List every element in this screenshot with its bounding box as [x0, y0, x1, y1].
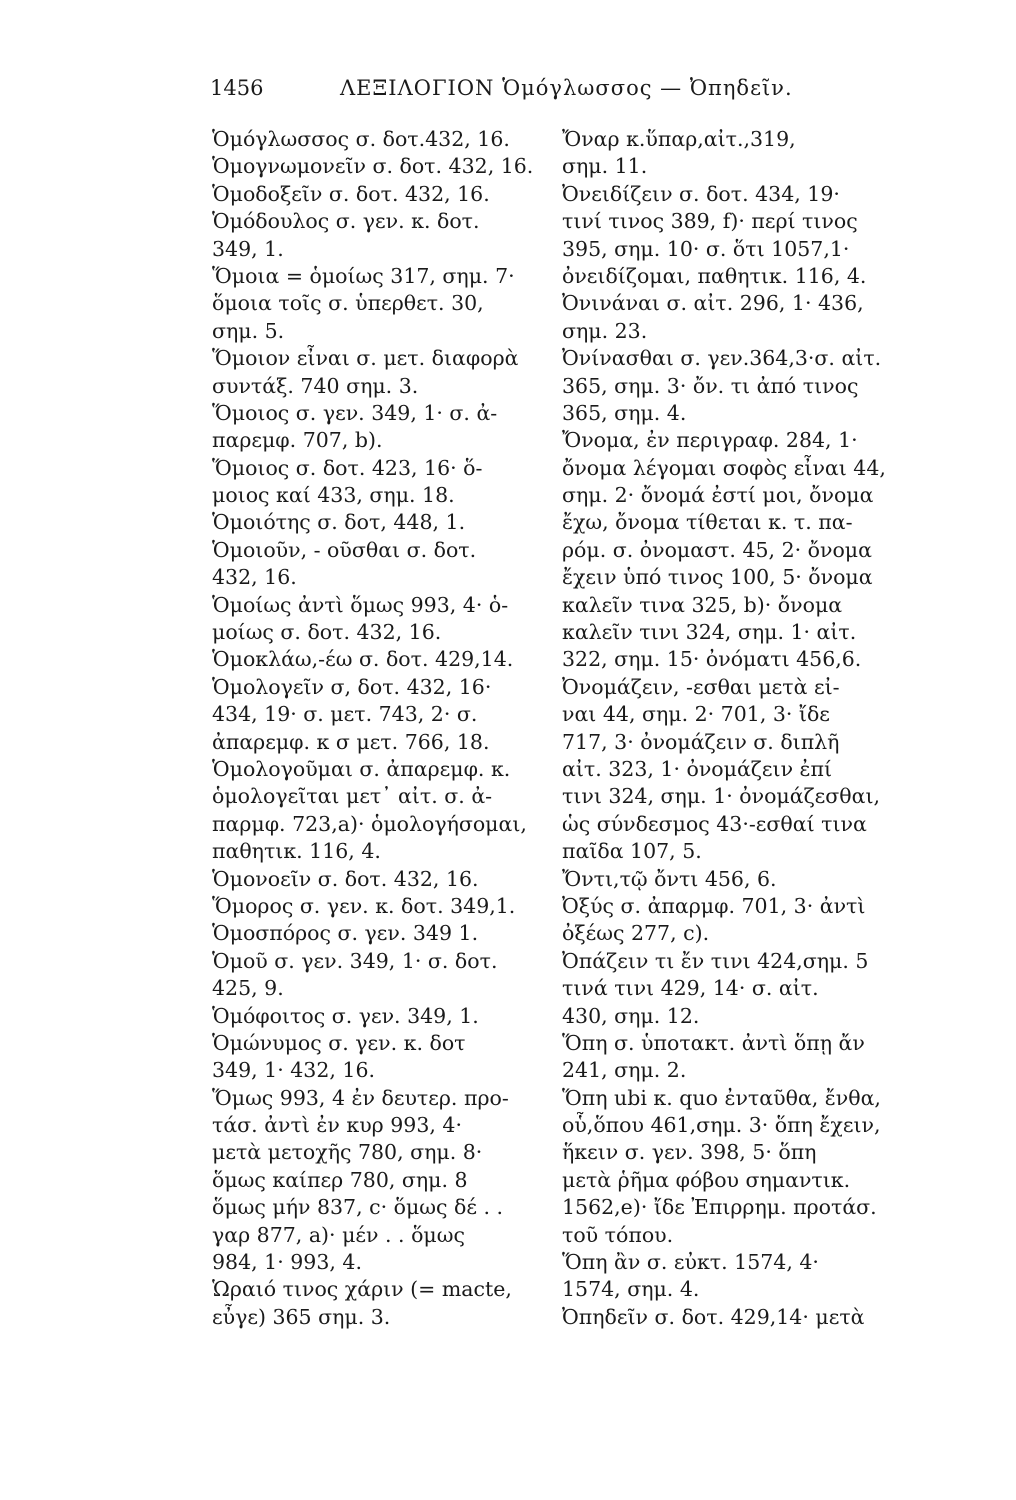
entry-line: Ὅπη σ. ὑποτακτ. ἀντὶ ὅπῃ ἄν — [562, 1030, 865, 1055]
entry-line: 717, 3· ὀνομάζειν σ. διπλῆ — [562, 729, 840, 754]
entry-line: Ὁμώνυμος σ. γεν. κ. δοτ — [212, 1030, 466, 1055]
entry-line: Ὅμορος σ. γεν. κ. δοτ. 349,1. — [212, 893, 516, 918]
entry-line: εὖγε) 365 σημ. 3. — [212, 1304, 391, 1329]
entry-line: σημ. 2· ὄνομά ἐστί μοι, ὄνομα — [562, 483, 874, 508]
entry-line: ὅμως μήν 837, c· ὅμως δέ . . — [212, 1195, 504, 1220]
entry-line: Ὁμοκλάω,-έω σ. δοτ. 429,14. — [212, 647, 514, 672]
entry-line: ἀπαρεμφ. κ σ μετ. 766, 18. — [212, 729, 490, 754]
entry-line: ναι 44, σημ. 2· 701, 3· ἴδε — [562, 702, 830, 727]
entry-line: Ὁμόδουλος σ. γεν. κ. δοτ. — [212, 209, 480, 234]
entry-line: Ὁμογνωμονεῖν σ. δοτ. 432, 16. — [212, 154, 534, 179]
entry-line: 430, σημ. 12. — [562, 1003, 700, 1028]
entry-line: οὗ,ὅπου 461,σημ. 3· ὅπη ἔχειν, — [562, 1113, 881, 1138]
entry-line: 1574, σημ. 4. — [562, 1277, 700, 1302]
entry-line: Ὄντι,τῷ ὄντι 456, 6. — [562, 866, 777, 891]
entry-line: γαρ 877, a)· μέν . . ὅμως — [212, 1222, 465, 1247]
entry-line: ὡς σύνδεσμος 43·-εσθαί τινα — [562, 811, 867, 836]
running-title: ΛΕΞΙΛΟΓΙΟΝ Ὁμόγλωσσος — Ὀπηδεῖν. — [340, 76, 793, 100]
entry-line: μοίως σ. δοτ. 432, 16. — [212, 620, 442, 645]
entry-line: Ὅμοια = ὁμοίως 317, σημ. 7· — [212, 263, 515, 288]
entry-line: Ὀξύς σ. ἀπαρμφ. 701, 3· ἀντὶ — [562, 893, 866, 918]
entry-line: Ὀνινάναι σ. αἰτ. 296, 1· 436, — [562, 291, 864, 316]
entry-line: Ὀνίνασθαι σ. γεν.364,3·σ. αἰτ. — [562, 346, 882, 371]
entry-line: Ὅμως 993, 4 ἐν δευτερ. προ- — [212, 1085, 509, 1110]
entry-line: Ὄναρ κ.ὕπαρ,αἰτ.,319, — [562, 127, 796, 151]
entry-line: τινά τινι 429, 14· σ. αἰτ. — [562, 976, 819, 1001]
page-header — [210, 76, 910, 116]
entry-line: παθητικ. 116, 4. — [212, 839, 381, 864]
entry-line: ἔχω, ὄνομα τίθεται κ. τ. πα- — [562, 510, 853, 535]
entry-line: Ὁμόφοιτος σ. γεν. 349, 1. — [212, 1003, 479, 1028]
entry-line: Ὁμολογοῦμαι σ. ἀπαρεμφ. κ. — [212, 756, 511, 781]
entry-line: Ὀνειδίζειν σ. δοτ. 434, 19· — [562, 181, 840, 206]
entry-line: ρόμ. σ. ὀνομαστ. 45, 2· ὄνομα — [562, 537, 872, 562]
entry-line: τοῦ τόπου. — [562, 1222, 674, 1247]
entry-line: ὀξέως 277, c). — [562, 921, 710, 946]
entry-line: καλεῖν τινα 325, b)· ὄνομα — [562, 592, 843, 617]
entry-line: ὀνειδίζομαι, παθητικ. 116, 4. — [562, 263, 867, 288]
entry-line: τινι 324, σημ. 1· ὀνομάζεσθαι, — [562, 784, 881, 809]
entry-line: παρμφ. 723,a)· ὁμολογήσομαι, — [212, 811, 527, 836]
entry-line: ὁμολογεῖται μετ᾽ αἰτ. σ. ἀ- — [212, 784, 493, 809]
entry-line: Ὅμοιον εἶναι σ. μετ. διαφορὰ — [212, 346, 519, 371]
entry-line: Ὀπηδεῖν σ. δοτ. 429,14· μετὰ — [562, 1304, 865, 1329]
entry-line: μοιος καί 433, σημ. 18. — [212, 483, 455, 508]
entry-line: 984, 1· 993, 4. — [212, 1250, 362, 1275]
entry-line: 365, σημ. 3· ὄν. τι ἀπό τινος — [562, 373, 859, 398]
entry-line: τινί τινος 389, f)· περί τινος — [562, 209, 858, 234]
entry-line: Ὀπάζειν τι ἔν τινι 424,σημ. 5 — [562, 948, 869, 973]
entry-line: Ὀνομάζειν, -εσθαι μετὰ εἰ- — [562, 674, 840, 699]
entry-line: Ὅμοιος σ. γεν. 349, 1· σ. ἀ- — [212, 400, 498, 425]
entry-line: σημ. 23. — [562, 318, 648, 343]
entry-line: 322, σημ. 15· ὀνόματι 456,6. — [562, 647, 862, 672]
entry-line: παρεμφ. 707, b). — [212, 428, 383, 453]
entry-line: Ὅπη ubi κ. quo ἐνταῦθα, ἔνθα, — [562, 1085, 881, 1110]
page-number: 1456 — [210, 76, 264, 100]
entry-line: Ὁμονοεῖν σ. δοτ. 432, 16. — [212, 866, 479, 891]
entry-line: 1562,e)· ἴδε Ἐπιρρημ. προτάσ. — [562, 1195, 877, 1220]
entry-line: ἥκειν σ. γεν. 398, 5· ὅπη — [562, 1140, 817, 1165]
entry-line: Ὁμοῦ σ. γεν. 349, 1· σ. δοτ. — [212, 948, 498, 973]
entry-line: σημ. 11. — [562, 154, 648, 179]
left-column — [212, 126, 552, 1331]
entry-line: 434, 19· σ. μετ. 743, 2· σ. — [212, 702, 478, 727]
entry-line: καλεῖν τινι 324, σημ. 1· αἰτ. — [562, 620, 857, 645]
entry-line: μετὰ μετοχῆς 780, σημ. 8· — [212, 1140, 483, 1165]
entry-line: Ὁμοδοξεῖν σ. δοτ. 432, 16. — [212, 181, 490, 206]
entry-line: 395, σημ. 10· σ. ὅτι 1057,1· — [562, 236, 850, 261]
entry-line: 349, 1. — [212, 236, 284, 261]
entry-line: ὄνομα λέγομαι σοφὸς εἶναι 44, — [562, 455, 886, 480]
entry-line: 349, 1· 432, 16. — [212, 1058, 375, 1083]
right-column — [562, 126, 907, 1331]
entry-line: παῖδα 107, 5. — [562, 839, 702, 864]
entry-line: Ὁμόγλωσσος σ. δοτ.432, 16. — [212, 127, 510, 151]
entry-line: Ὄνομα, ἐν περιγραφ. 284, 1· — [562, 428, 858, 453]
entry-line: 425, 9. — [212, 976, 284, 1001]
entry-line: συντάξ. 740 σημ. 3. — [212, 373, 419, 398]
entry-line: μετὰ ῥῆμα φόβου σημαντικ. — [562, 1167, 851, 1192]
entry-line: σημ. 5. — [212, 318, 285, 343]
entry-line: ὅμοια τοῖς σ. ὑπερθετ. 30, — [212, 291, 484, 316]
entry-line: 365, σημ. 4. — [562, 400, 687, 425]
entry-line: Ὁμοσπόρος σ. γεν. 349 1. — [212, 921, 479, 946]
entry-line: Ὡραιό τινος χάριν (= macte, — [212, 1277, 512, 1302]
entry-line: Ὁμολογεῖν σ, δοτ. 432, 16· — [212, 674, 492, 699]
entry-line: Ὁμοιότης σ. δοτ, 448, 1. — [212, 510, 466, 535]
entry-line: 432, 16. — [212, 565, 297, 590]
entry-line: Ὅμοιος σ. δοτ. 423, 16· ὅ- — [212, 455, 483, 480]
entry-line: Ὁμοιοῦν, - οῦσθαι σ. δοτ. — [212, 537, 477, 562]
entry-line: αἰτ. 323, 1· ὀνομάζειν ἐπί — [562, 756, 833, 781]
entry-line: ὅμως καίπερ 780, σημ. 8 — [212, 1167, 468, 1192]
entry-line: ἔχειν ὑπό τινος 100, 5· ὄνομα — [562, 565, 873, 590]
entry-line: τάσ. ἀντὶ ἐν κυρ 993, 4· — [212, 1113, 462, 1138]
entry-line: 241, σημ. 2. — [562, 1058, 687, 1083]
entry-line: Ὅπη ἂν σ. εὐκτ. 1574, 4· — [562, 1250, 819, 1275]
entry-line: Ὁμοίως ἀντὶ ὅμως 993, 4· ὁ- — [212, 592, 509, 617]
